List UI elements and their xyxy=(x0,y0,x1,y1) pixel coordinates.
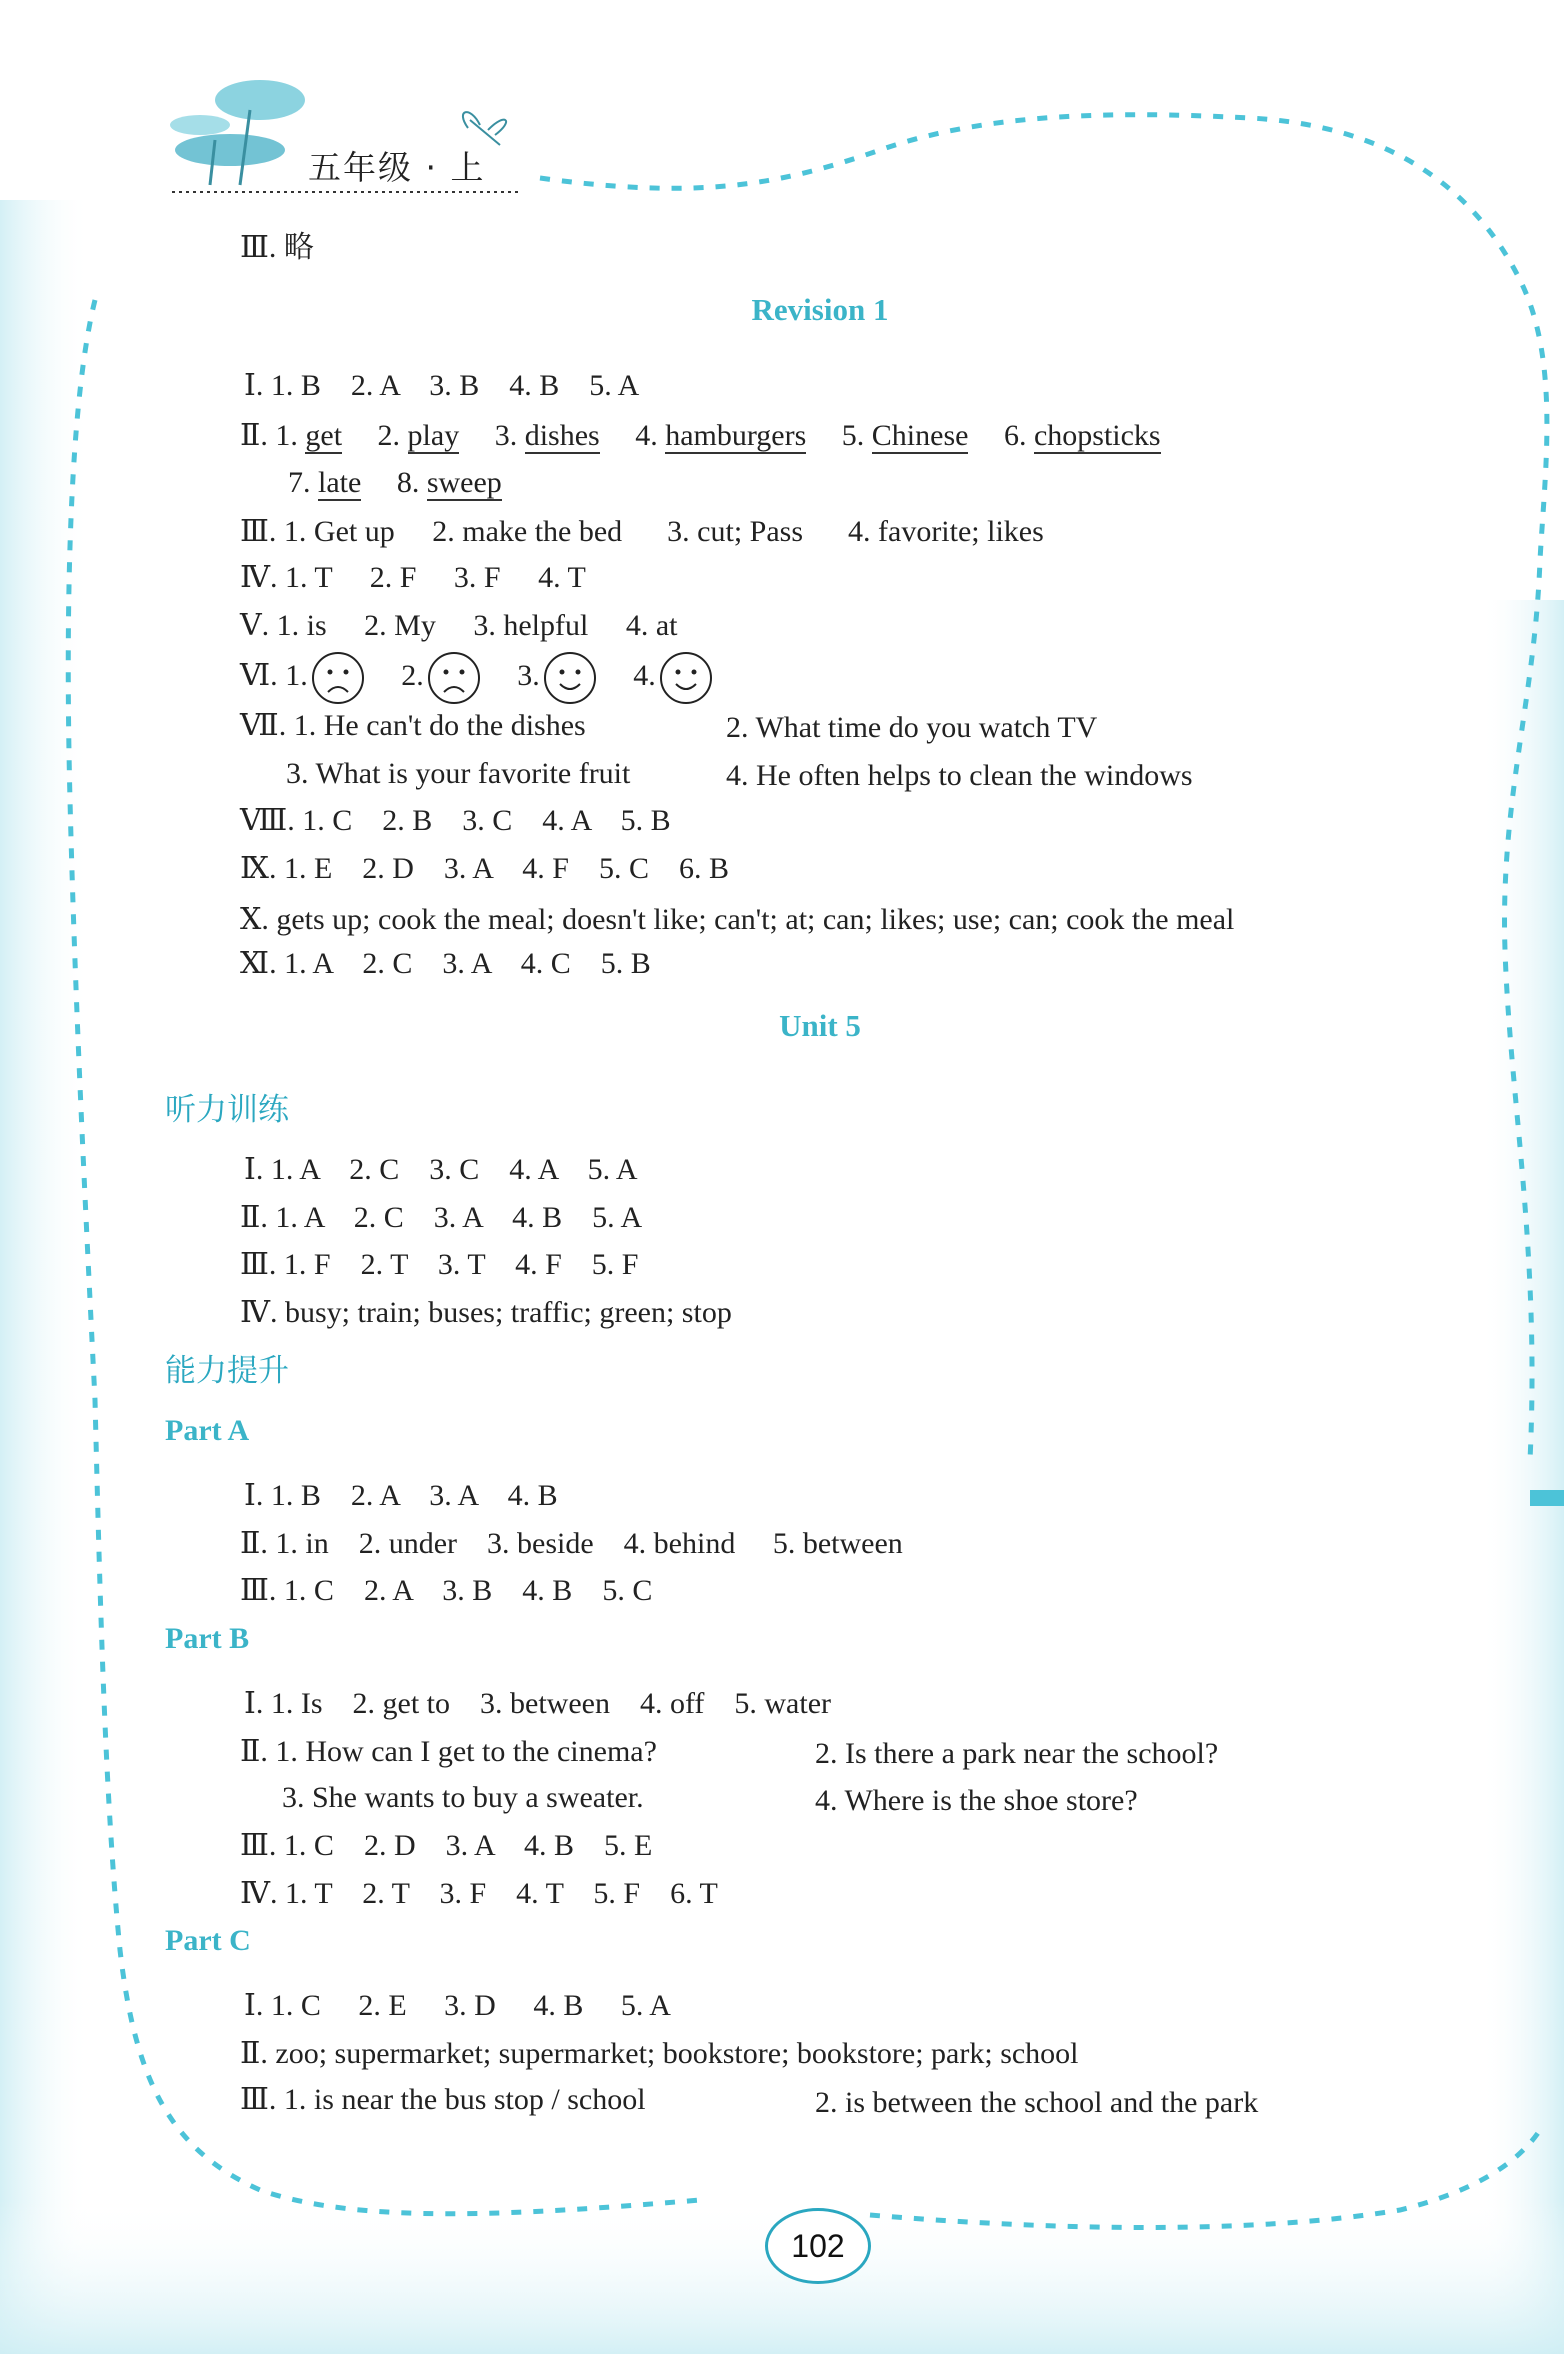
rev1-section-iv: Ⅳ. 1. T 2. F 3. F 4. T xyxy=(240,561,586,594)
rev1-section-x: Ⅹ. gets up; cook the meal; doesn't like; can't; at; can; likes; use; can; cook the meal xyxy=(240,903,1235,936)
rev1-ii-item: play xyxy=(407,419,460,452)
unit5-title: Unit 5 xyxy=(779,1008,861,1043)
rev1-section-iii: Ⅲ. 1. Get up 2. make the bed 3. cut; Pass 4. favorite; likes xyxy=(240,515,1044,548)
rev1-section-ix: Ⅸ. 1. E 2. D 3. A 4. F 5. C 6. B xyxy=(240,852,729,885)
part-b-iv: Ⅳ. 1. T 2. T 3. F 4. T 5. F 6. T xyxy=(240,1877,718,1910)
part-a-ii: Ⅱ. 1. in 2. under 3. beside 4. behind 5. between xyxy=(240,1527,903,1560)
part-b-ii-2: 2. Is there a park near the school? xyxy=(815,1737,1219,1770)
rev1-ii-item: chopsticks xyxy=(1033,419,1161,452)
lotus-leaf-icon xyxy=(170,80,305,185)
rev1-vii-3: 3. What is your favorite fruit xyxy=(286,757,631,790)
rev1-section-vi: Ⅵ. 1. 2. 3. 4. xyxy=(240,650,714,706)
rev1-vii-1: Ⅶ. 1. He can't do the dishes xyxy=(240,709,586,742)
part-a-i: Ⅰ. 1. B 2. A 3. A 4. B xyxy=(244,1479,558,1512)
part-c-ii: Ⅱ. zoo; supermarket; supermarket; bookstore; bookstore; park; school xyxy=(240,2037,1079,2070)
rev1-ii-item: get xyxy=(305,419,343,452)
listening-heading: 听力训练 xyxy=(165,1092,289,1128)
rev1-ii-item: sweep xyxy=(426,466,502,499)
rev1-section-xi: Ⅺ. 1. A 2. C 3. A 4. C 5. B xyxy=(240,947,651,980)
part-c-i: Ⅰ. 1. C 2. E 3. D 4. B 5. A xyxy=(244,1989,671,2022)
part-c-label: Part C xyxy=(165,1924,251,1957)
rev1-ii-item: dishes xyxy=(524,419,600,452)
rev1-ii-item: hamburgers xyxy=(665,419,807,452)
rev1-ii-item: late xyxy=(318,466,362,499)
grade-label: 五年级 · 上 xyxy=(308,148,486,187)
listening-iv: Ⅳ. busy; train; buses; traffic; green; stop xyxy=(240,1296,732,1329)
part-a-label: Part A xyxy=(165,1414,250,1447)
top-iii-line: Ⅲ. 略 xyxy=(240,231,314,264)
rev1-section-ii-cont: 7. late 8. sweep xyxy=(288,466,502,499)
part-b-ii-1: Ⅱ. 1. How can I get to the cinema? xyxy=(240,1735,657,1768)
rev1-vi-prefix: Ⅵ. xyxy=(240,658,278,692)
part-a-iii: Ⅲ. 1. C 2. A 3. B 4. B 5. C xyxy=(240,1574,653,1607)
rev1-section-v: Ⅴ. 1. is 2. My 3. helpful 4. at xyxy=(240,609,678,642)
rev1-vii-4: 4. He often helps to clean the windows xyxy=(726,759,1193,792)
part-b-label: Part B xyxy=(165,1622,250,1655)
rev1-section-i: Ⅰ. 1. B 2. A 3. B 4. B 5. A xyxy=(244,369,640,402)
happy-face-icon xyxy=(542,650,598,706)
rev1-vii-2: 2. What time do you watch TV xyxy=(726,711,1098,744)
page-number: 102 xyxy=(765,2208,871,2284)
revision1-title: Revision 1 xyxy=(751,292,889,327)
rev1-section-viii: Ⅷ. 1. C 2. B 3. C 4. A 5. B xyxy=(240,804,671,837)
rev1-ii-prefix: Ⅱ. 1. xyxy=(240,419,298,452)
part-b-ii-3: 3. She wants to buy a sweater. xyxy=(282,1781,644,1814)
part-b-iii: Ⅲ. 1. C 2. D 3. A 4. B 5. E xyxy=(240,1829,653,1862)
listening-iii: Ⅲ. 1. F 2. T 3. T 4. F 5. F xyxy=(240,1248,639,1281)
sad-face-icon xyxy=(310,650,366,706)
ability-heading: 能力提升 xyxy=(165,1353,289,1389)
happy-face-icon xyxy=(658,650,714,706)
rev1-ii-item: Chinese xyxy=(871,419,969,452)
part-c-iii-1: Ⅲ. 1. is near the bus stop / school xyxy=(240,2083,646,2116)
part-b-i: Ⅰ. 1. Is 2. get to 3. between 4. off 5. water xyxy=(244,1687,832,1720)
sad-face-icon xyxy=(426,650,482,706)
part-b-ii-4: 4. Where is the shoe store? xyxy=(815,1784,1138,1817)
listening-ii: Ⅱ. 1. A 2. C 3. A 4. B 5. A xyxy=(240,1201,643,1234)
part-c-iii-2: 2. is between the school and the park xyxy=(815,2086,1259,2119)
rev1-section-ii: Ⅱ. 1. get 2. play 3. dishes 4. hamburgers 5. Chinese 6. chopsticks xyxy=(240,419,1161,452)
listening-i: Ⅰ. 1. A 2. C 3. C 4. A 5. A xyxy=(244,1153,638,1186)
dragonfly-icon xyxy=(463,112,506,145)
